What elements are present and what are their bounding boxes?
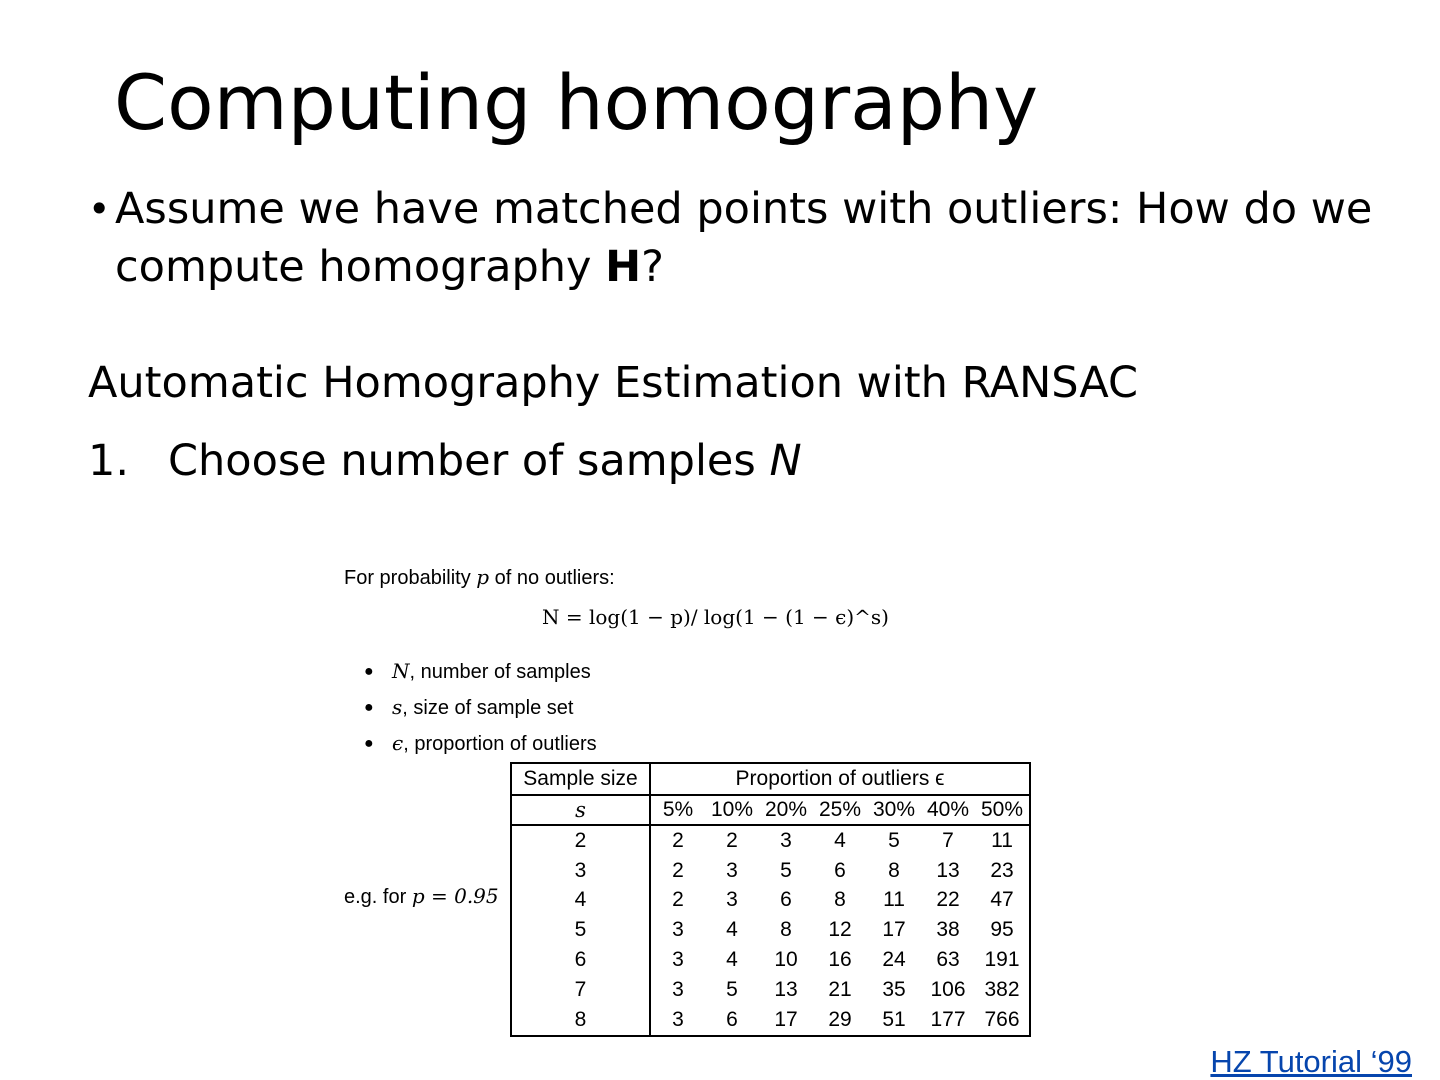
sample-count-cell: 106 [930,977,966,1001]
definition-item [364,726,597,762]
bullet-dot-icon: ● [364,663,374,680]
sample-count-cell: 5 [780,858,792,882]
sample-size-cell: 4 [511,886,650,916]
sample-count-cell: 8 [780,918,792,942]
example-label-start: e.g. for [344,886,412,908]
sample-count-cell: 3 [726,888,738,912]
sample-count-cell: 7 [942,828,954,852]
sample-count-cell: 2 [672,828,684,852]
definition-text: , proportion of outliers [403,733,597,755]
sample-count-cell: 4 [726,918,738,942]
sample-count-cell: 63 [936,948,960,972]
table-row [511,915,1030,945]
sample-count-cell: 766 [975,1005,1030,1036]
sample-count-cell: 2 [672,858,684,882]
column-header: 30% [867,795,921,825]
sample-count-formula: N = log(1 − p)/ log(1 − (1 − ϵ)^s) [542,605,889,629]
table-subheader-row [511,795,1030,825]
reference-link[interactable]: HZ Tutorial ‘99 [1210,1044,1412,1079]
bullet-text [115,180,1378,296]
table-row [511,825,1030,856]
header-size-symbol: s [511,795,650,825]
figure-caption-start: For probability [344,567,477,589]
sample-count-cell: 3 [672,977,684,1001]
sample-count-cell: 29 [813,1005,867,1036]
bullet-text-bold: H [605,242,642,292]
table-header-row [511,763,1030,795]
figure-caption [344,564,615,591]
column-header: 25% [813,795,867,825]
definition-item [364,690,597,726]
sample-count-cell: 4 [834,828,846,852]
sample-count-cell: 177 [921,1005,975,1036]
sample-count-cell: 11 [975,825,1030,856]
table-row [511,886,1030,916]
bullet-item [88,180,1378,296]
bullet-dot-icon: ● [364,699,374,716]
samples-table [510,762,1031,1037]
sample-size-cell: 8 [511,1005,650,1036]
sample-count-cell: 17 [759,1005,813,1036]
sample-count-cell: 5 [888,828,900,852]
ransac-figure [342,560,1032,1040]
column-header: 10% [705,795,759,825]
example-math: p = 0.95 [411,884,499,908]
sample-size-cell: 5 [511,915,650,945]
bullet-dot-icon: ● [364,735,374,752]
sample-count-cell: 51 [867,1005,921,1036]
sample-count-cell: 3 [672,948,684,972]
sample-count-cell: 3 [672,918,684,942]
sample-count-cell: 10 [774,948,798,972]
sample-count-cell: 13 [774,977,798,1001]
figure-caption-var: p [476,565,490,589]
sample-count-cell: 4 [726,948,738,972]
column-header: 40% [921,795,975,825]
table-body [511,825,1030,1036]
sample-size-cell: 6 [511,945,650,975]
section-heading: Automatic Homography Estimation with RANSAC [88,358,1139,408]
figure-caption-end: of no outliers: [489,567,615,589]
sample-size-cell: 7 [511,975,650,1005]
sample-count-cell: 11 [883,888,905,912]
definition-text: , number of samples [409,661,591,683]
sample-count-cell: 17 [882,918,906,942]
sample-count-cell: 95 [975,915,1030,945]
sample-count-cell: 24 [882,948,906,972]
definition-symbol: ϵ [392,731,404,755]
sample-count-cell: 38 [936,918,960,942]
column-header: 50% [975,795,1030,825]
table-row [511,945,1030,975]
table-row [511,856,1030,886]
bullet-text-start: Assume we have matched points with outliers: How do we compute homography [115,184,1373,292]
sample-count-cell: 3 [726,858,738,882]
sample-count-cell: 2 [672,888,684,912]
definition-symbol: s [392,695,403,719]
step-item [88,432,802,490]
example-label [344,883,499,910]
sample-count-cell: 22 [936,888,960,912]
sample-count-cell: 8 [834,888,846,912]
sample-count-cell: 47 [975,886,1030,916]
sample-count-cell: 12 [828,918,852,942]
sample-count-cell: 13 [936,858,960,882]
definition-text: , size of sample set [402,697,574,719]
sample-count-cell: 382 [975,975,1030,1005]
definition-list [364,654,597,762]
header-sample-size: Sample size [511,763,650,795]
bullet-dot-icon: • [88,187,111,231]
sample-count-cell: 8 [888,858,900,882]
column-header: 5% [650,795,705,825]
sample-count-cell: 6 [705,1005,759,1036]
table-row [511,975,1030,1005]
definition-symbol: N [392,659,410,683]
sample-count-cell: 6 [780,888,792,912]
step-variable: N [769,436,802,486]
sample-size-cell: 2 [511,825,650,856]
bullet-text-end: ? [641,242,664,292]
sample-count-cell: 3 [650,1005,705,1036]
sample-count-cell: 35 [882,977,906,1001]
sample-count-cell: 23 [975,856,1030,886]
step-number: 1. [88,436,130,486]
sample-count-cell: 16 [828,948,852,972]
step-text: Choose number of samples [168,436,770,486]
sample-count-cell: 21 [828,977,852,1001]
sample-size-cell: 3 [511,856,650,886]
column-header: 20% [759,795,813,825]
sample-count-cell: 3 [780,828,792,852]
sample-count-cell: 2 [726,828,738,852]
sample-count-cell: 6 [834,858,846,882]
table-row [511,1005,1030,1036]
sample-count-cell: 5 [726,977,738,1001]
slide-title: Computing homography [114,58,1039,147]
sample-count-cell: 191 [975,945,1030,975]
header-proportion: Proportion of outliers ϵ [650,763,1030,795]
definition-item [364,654,597,690]
